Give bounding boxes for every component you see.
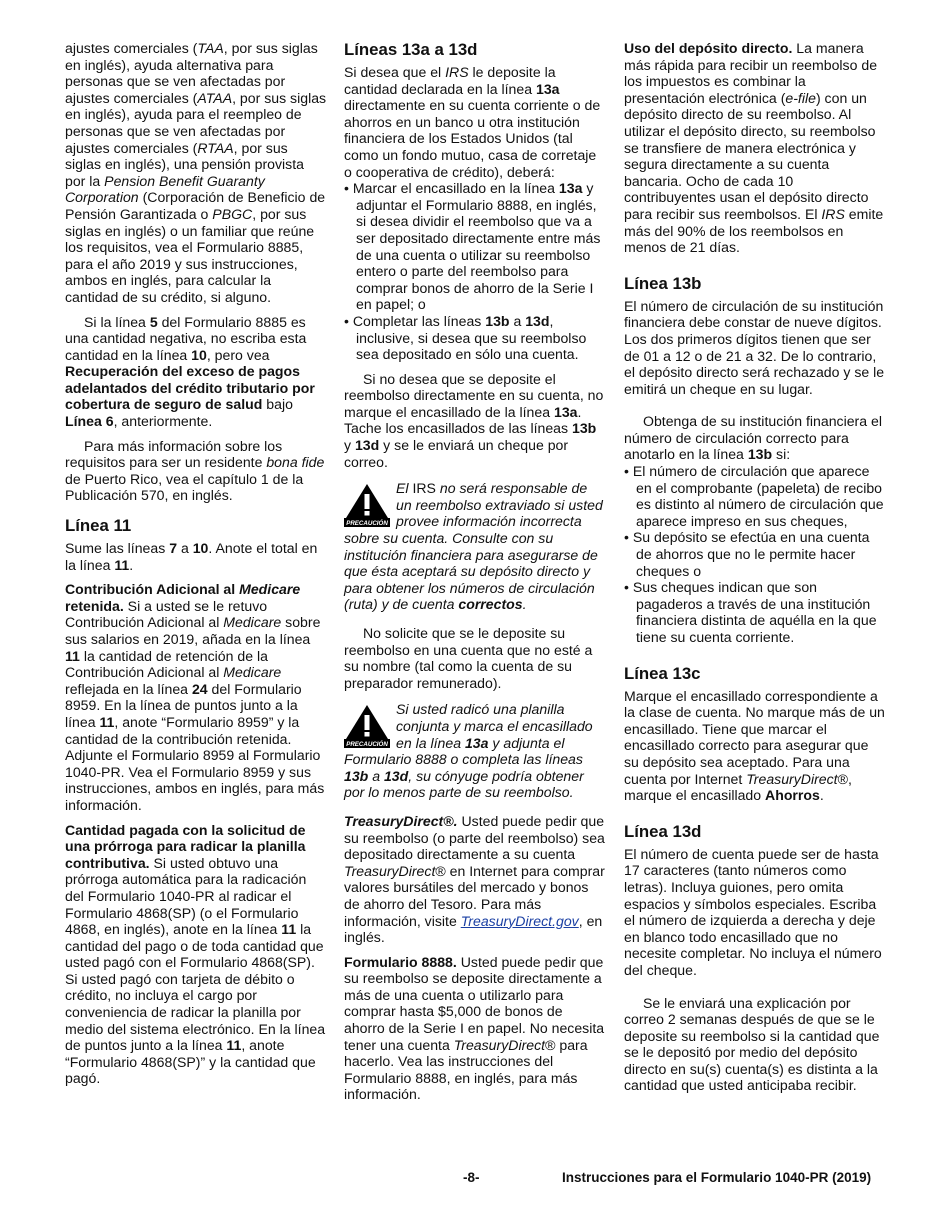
- bullet-item: • Completar las líneas 13b a 13d, inclusive, si desea que su reembolso sea depositado en sólo una cuenta.: [344, 312, 587, 363]
- paragraph: Si no desea que se deposite el reembolso directamente en su cuenta, no marque el encasillado de la línea 13a. Tache los encasillados de las líneas 13b y 13d y se le enviará un cheque por correo.: [344, 370, 604, 470]
- page-number: -8-: [463, 1170, 480, 1185]
- bullet-item: • El número de circulación que aparece en el comprobante (papeleta) de recibo es distinto al número de circulación que aparece impreso en sus cheques,: [624, 463, 884, 529]
- caution-warning-icon: [344, 481, 390, 527]
- paragraph: ajustes comerciales (TAA, por sus siglas en inglés), ayuda alternativa para personas que se ven afectadas por ajustes comerciales (ATAA, por sus siglas en inglés), ayuda para el reempleo de personas que se ven afectadas por ajustes comerciales (RTAA, por sus siglas en inglés), una pensión provista por la Pension Benefit Guaranty Corporation (Corporación de Beneficio de Pensión Garantizada o PBGC, por sus siglas en inglés) o un familiar que reúne los requisitos, vea el Formulario 8885, para el año 2019 y sus instrucciones, ambos en inglés, para calcular la cantidad de su crédito, si alguno.: [65, 40, 327, 305]
- section-heading-linea-13c: Línea 13c: [624, 663, 701, 683]
- paragraph: Si la línea 5 del Formulario 8885 es una cantidad negativa, no escriba esta cantidad en la línea 10, pero vea Recuperación del exceso de pagos adelantados del crédito tributario por cobertura de seguro de salud bajo Línea 6, anteriormente.: [65, 313, 315, 430]
- caution-label: PRECAUCIÓN: [346, 741, 388, 749]
- bullet-item: • Sus cheques indican que son pagaderos a través de una institución financiera distinta de aquélla en la que tiene su cuenta corriente.: [624, 579, 877, 645]
- paragraph: Contribución Adicional al Medicare retenida. Si a usted se le retuvo Contribución Adicional al Medicare sobre sus salarios en 2019, añada en la línea 11 la cantidad de retención de la Contribución Adicional al Medicare reflejada en la línea 24 del Formulario 8959. En la línea de puntos junto a la línea 11, anote “Formulario 8959” y la cantidad de la contribución retenida. Adjunte el Formulario 8959 al Formulario 1040-PR. Vea el Formulario 8959 y sus instrucciones, ambos en inglés, para más información.: [65, 581, 325, 813]
- paragraph: Uso del depósito directo. La manera más rápida para recibir un reembolso de los impuestos es combinar la presentación electrónica (e-file) con un depósito directo de su reembolso. Al utilizar el depósito directo, su reembolso se transfiere de manera electrónica y segura directamente a su cuenta bancaria. Ocho de cada 10 contribuyentes usan el depósito directo para recibir sus reembolsos. El IRS emite más del 90% de los reembolsos en menos de 21 días.: [624, 40, 884, 256]
- paragraph: El número de circulación de su institución financiera debe constar de nueve dígitos. Los dos primeros dígitos tienen que ser de 01 a 12 o de 21 a 32. De lo contrario, el depósito directo será rechazado y se le emitirá un cheque en su lugar.: [624, 297, 885, 397]
- section-heading-linea-13b: Línea 13b: [624, 273, 702, 293]
- column-1: [65, 40, 327, 1095]
- paragraph: Formulario 8888. Usted puede pedir que su reembolso se deposite directamente a más de una cuenta o utilizarlo para comprar hasta $5,000 de bonos de ahorro de la Serie I en papel. No necesita tener una cuenta TreasuryDirect® para hacerlo. Vea las instrucciones del Formulario 8888, en inglés, para más información.: [344, 953, 605, 1103]
- paragraph: Se le enviará una explicación por correo 2 semanas después de que se le deposite su reembolso si la cantidad que se le depositó por medio del depósito directo en su(s) cuenta(s) es distinta a la cantidad que usted anticipaba recibir.: [624, 994, 880, 1094]
- document-title: Instrucciones para el Formulario 1040-PR (2019): [562, 1170, 872, 1185]
- section-heading-linea-13d: Línea 13d: [624, 821, 702, 841]
- paragraph: Cantidad pagada con la solicitud de una prórroga para radicar la planilla contributiva. Si usted obtuvo una prórroga automática para la radicación del Formulario 1040-PR al radicar el Formulario 4868(SP) (o el Formulario 4868, en inglés), anote en la línea 11 la cantidad del pago o de toda cantidad que usted pagó con el Formulario 4868(SP). Si usted pagó con tarjeta de débito o crédito, no incluya el cargo por conveniencia de radicar la planilla por medio del sistema electrónico. En la línea de puntos junto a la línea 11, anote “Formulario 4868(SP)” y la cantidad que pagó.: [65, 821, 326, 1087]
- caution-note: PRECAUCIÓN Si usted radicó una planilla conjunta y marca el encasillado en la línea 13a y adjunta el Formulario 8888 o completa las líneas 13b a 13d, su cónyuge podría obtener por lo menos parte de su reembolso.: [344, 701, 593, 801]
- paragraph: Para más información sobre los requisitos para ser un residente bona fide de Puerto Rico, vea el capítulo 1 de la Publicación 570, en inglés.: [65, 437, 325, 504]
- paragraph: Si desea que el IRS le deposite la cantidad declarada en la línea 13a directamente en su cuenta corriente o de ahorros en un banco u otra institución financiera de los Estados Unidos (tal como un fondo mutuo, casa de corretaje o cooperativa de crédito), deberá:: [344, 64, 601, 180]
- bullet-item: • Marcar el encasillado en la línea 13a y adjuntar el Formulario 8888, en inglés, si desea dividir el reembolso que va a ser depositado directamente entre más de una cuenta o utilizar su reembolso entero o parte del reembolso para comprar bonos de ahorro de la Serie I en papel; o: [344, 180, 601, 313]
- section-heading-lineas-13a-13d: Líneas 13a a 13d: [344, 40, 478, 59]
- paragraph: Sume las líneas 7 a 10. Anote el total en la línea 11.: [65, 540, 318, 573]
- paragraph: El número de cuenta puede ser de hasta 17 caracteres (tanto números como letras). Incluya guiones, pero omita espacios y símbolos especiales. Escriba el número de izquierda a derecha y deje en blanco todo encasillado que no necesite completar. No incluya el número del cheque.: [624, 845, 882, 978]
- column-2: [344, 40, 606, 1111]
- bullet-item: • Su depósito se efectúa en una cuenta de ahorros que no le permite hacer cheques o: [624, 529, 870, 579]
- caution-warning-icon: [344, 702, 390, 748]
- treasurydirect-link[interactable]: TreasuryDirect.gov: [460, 912, 579, 929]
- paragraph: TreasuryDirect®. Usted puede pedir que su reembolso (o parte del reembolso) sea depositado directamente a su cuenta TreasuryDirect® en Internet para comprar valores bursátiles del mercado y bonos de ahorro del Tesoro. Para más información, visite TreasuryDirect.gov, en inglés.: [344, 812, 605, 946]
- column-3: [624, 40, 886, 1102]
- paragraph: No solicite que se le deposite su reembolso en una cuenta que no esté a su nombre (tal como la cuenta de su preparador remunerado).: [344, 625, 593, 691]
- caution-label: PRECAUCIÓN: [346, 520, 388, 528]
- section-heading-linea-11: Línea 11: [65, 516, 132, 536]
- caution-note: PRECAUCIÓN El IRS no será responsable de un reembolso extraviado si usted provee información incorrecta sobre su cuenta. Consulte con su institución financiera para asegurarse de que ésta aceptará su depósito directo y para obtener los números de circulación (ruta) y de cuenta correctos.: [344, 480, 603, 613]
- paragraph: Obtenga de su institución financiera el número de circulación correcto para anotarlo en la línea 13b si:: [624, 413, 882, 463]
- paragraph: Marque el encasillado correspondiente a la clase de cuenta. No marque más de un encasillado. Tiene que marcar el encasillado correcto para asegurar que su depósito sea aceptado. Para una cuenta por Internet TreasuryDirect®, marque el encasillado Ahorros.: [624, 687, 885, 804]
